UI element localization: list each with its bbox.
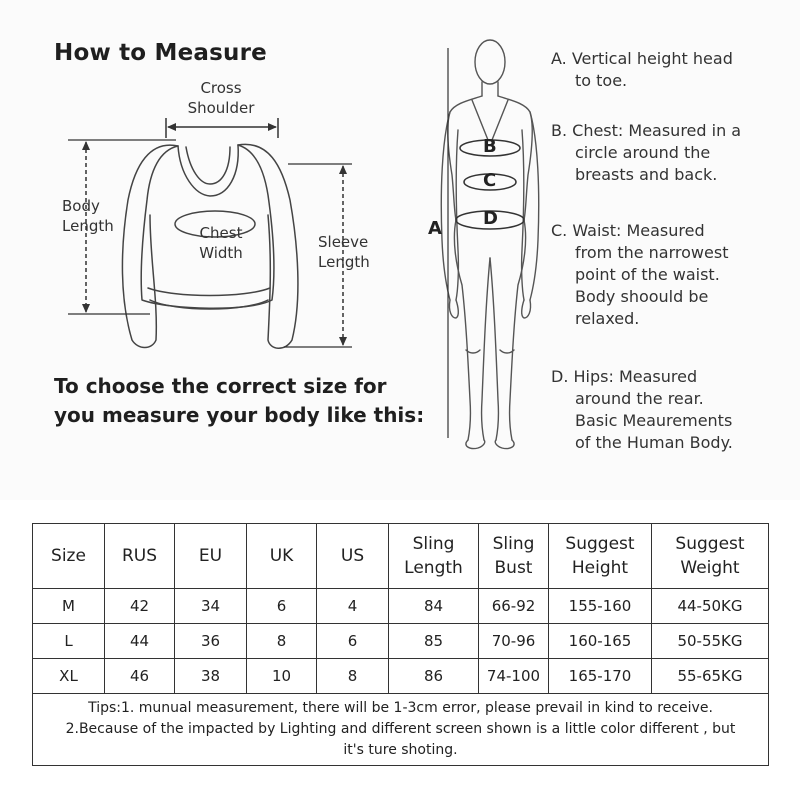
desc-d-line-4: of the Human Body.: [575, 433, 733, 452]
column-header-line: Weight: [680, 558, 740, 578]
body-length-line-2: Length: [62, 217, 114, 235]
cross-shoulder-line-2: Shoulder: [187, 99, 255, 117]
column-header: [175, 524, 247, 589]
column-header: [247, 524, 317, 589]
table-cell: 42: [105, 589, 175, 624]
sleeve-length-line-2: Length: [318, 253, 370, 271]
column-header-line: US: [340, 546, 365, 566]
table-row: [33, 624, 769, 659]
choose-size-instruction: [54, 372, 424, 430]
column-header: [652, 524, 769, 589]
column-header: [549, 524, 652, 589]
table-cell: 55-65KG: [652, 659, 769, 694]
guide-title: How to Measure: [54, 40, 267, 66]
body-length-line-1: Body: [62, 197, 100, 215]
table-cell: 165-170: [549, 659, 652, 694]
chest-width-line-1: Chest: [199, 224, 243, 242]
marker-c: C: [483, 170, 497, 191]
desc-c-line-1: C. Waist: Measured: [551, 221, 705, 240]
sleeve-length-line-1: Sleeve: [318, 233, 369, 251]
table-cell: 44-50KG: [652, 589, 769, 624]
table-cell: 36: [175, 624, 247, 659]
chest-width-line-2: Width: [199, 244, 243, 262]
desc-c: [551, 220, 791, 330]
desc-a: [551, 48, 791, 92]
table-row: [33, 659, 769, 694]
choose-line-1: To choose the correct size for: [54, 374, 387, 398]
table-cell: 6: [247, 589, 317, 624]
table-cell: 50-55KG: [652, 624, 769, 659]
marker-b: B: [483, 136, 497, 157]
tips-line-3: it's ture shoting.: [343, 742, 458, 758]
column-header: [389, 524, 479, 589]
table-cell: 160-165: [549, 624, 652, 659]
column-header-line: Suggest: [675, 534, 745, 554]
desc-b-line-3: breasts and back.: [575, 165, 718, 184]
table-header-row: [33, 524, 769, 589]
tips-line-2: 2.Because of the impacted by Lighting and different screen shown is a little color different , but: [65, 721, 736, 737]
sleeve-length-label: [318, 232, 370, 272]
desc-a-line-1: A. Vertical height head: [551, 49, 733, 68]
table-cell: 84: [389, 589, 479, 624]
table-cell: XL: [33, 659, 105, 694]
table-cell: 46: [105, 659, 175, 694]
desc-d: [551, 366, 791, 454]
cross-shoulder-line-1: Cross: [200, 79, 242, 97]
column-header-line: Height: [571, 558, 629, 578]
table-cell: 155-160: [549, 589, 652, 624]
desc-d-line-1: D. Hips: Measured: [551, 367, 698, 386]
cross-shoulder-label: [176, 78, 266, 118]
table-cell: 6: [317, 624, 389, 659]
column-header-line: Bust: [494, 558, 533, 578]
table-cell: 38: [175, 659, 247, 694]
table-cell: 8: [247, 624, 317, 659]
choose-line-2: you measure your body like this:: [54, 403, 425, 427]
column-header-line: Sling: [412, 534, 455, 554]
table-cell: 70-96: [479, 624, 549, 659]
table-cell: 66-92: [479, 589, 549, 624]
tips-row: [33, 694, 769, 766]
tips-cell: [33, 694, 769, 766]
column-header: [33, 524, 105, 589]
column-header: [479, 524, 549, 589]
column-header: [105, 524, 175, 589]
table-cell: 44: [105, 624, 175, 659]
marker-d: D: [483, 208, 498, 229]
desc-b: [551, 120, 791, 186]
column-header-line: Suggest: [565, 534, 635, 554]
desc-d-line-2: around the rear.: [575, 389, 704, 408]
table-cell: 34: [175, 589, 247, 624]
table-cell: 8: [317, 659, 389, 694]
table-cell: 74-100: [479, 659, 549, 694]
desc-c-line-2: from the narrowest: [575, 243, 729, 262]
desc-b-line-2: circle around the: [575, 143, 711, 162]
table-row: [33, 589, 769, 624]
desc-b-line-1: B. Chest: Measured in a: [551, 121, 742, 140]
tips-line-1: Tips:1. munual measurement, there will be 1-3cm error, please prevail in kind to receive.: [88, 700, 713, 716]
body-length-label: [62, 196, 114, 236]
table-cell: M: [33, 589, 105, 624]
marker-a: A: [428, 218, 442, 239]
table-body: [33, 589, 769, 694]
table-cell: 86: [389, 659, 479, 694]
desc-d-line-3: Basic Meaurements: [575, 411, 733, 430]
column-header-line: RUS: [121, 546, 158, 566]
desc-c-line-4: Body shoould be: [575, 287, 709, 306]
column-header-line: Length: [404, 558, 463, 578]
table-cell: 10: [247, 659, 317, 694]
desc-c-line-3: point of the waist.: [575, 265, 720, 284]
table-cell: L: [33, 624, 105, 659]
column-header-line: UK: [269, 546, 294, 566]
column-header: [317, 524, 389, 589]
table-cell: 85: [389, 624, 479, 659]
desc-a-line-2: to toe.: [575, 71, 628, 90]
table-cell: 4: [317, 589, 389, 624]
desc-c-line-5: relaxed.: [575, 309, 640, 328]
column-header-line: EU: [198, 546, 223, 566]
column-header-line: Size: [51, 546, 86, 566]
chest-width-label: [186, 223, 256, 263]
column-header-line: Sling: [492, 534, 535, 554]
size-chart-table: [32, 523, 769, 766]
